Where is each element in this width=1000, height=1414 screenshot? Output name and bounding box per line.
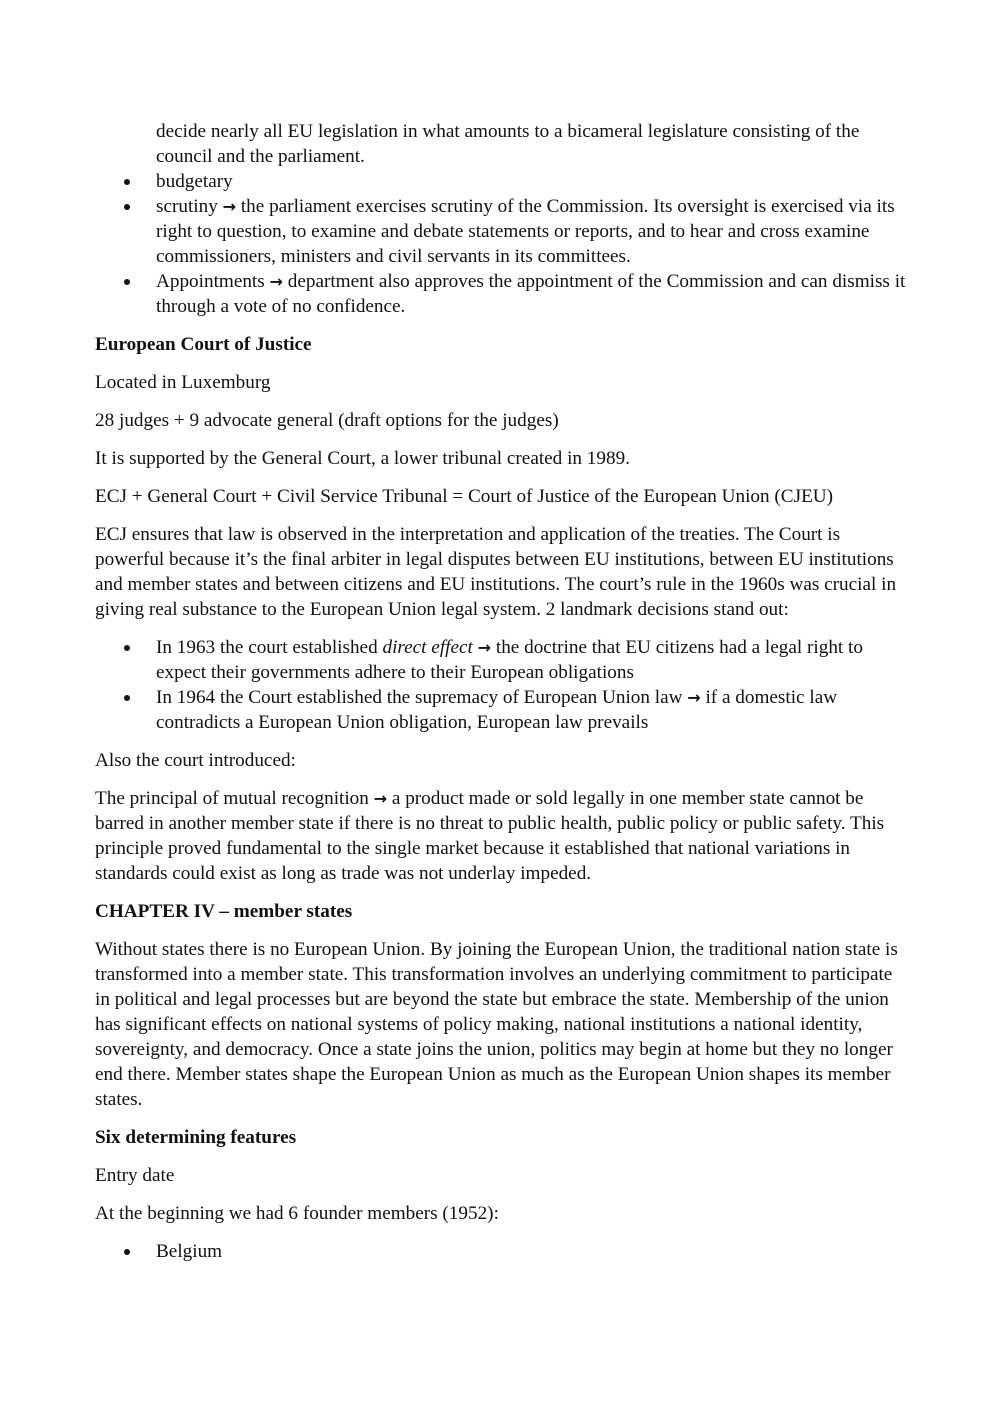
ecj-also-introduced: Also the court introduced: [95,750,296,771]
list-item-supremacy: In 1964 the Court established the supremacy of European Union law → if a domestic law contradicts a European Union obligation, European law prevails [95,685,907,735]
ecj-cjeu: ECJ + General Court + Civil Service Tribunal = Court of Justice of the European Union (CJEU) [95,486,834,507]
document-page [95,119,907,1277]
list-item-direct-effect: In 1963 the court established direct effect → the doctrine that EU citizens had a legal right to expect their governments adhere to their European obligations [95,635,907,685]
ecj-intro-paragraph: ECJ ensures that law is observed in the interpretation and application of the treaties. The Court is powerful because it’s the final arbiter in legal disputes between EU institutions, between EU institutions and member states and between citizens and EU institutions. The court’s rule in the 1960s was crucial in giving real substance to the European Union legal system. 2 landmark decisions stand out: [95,524,897,620]
list-item-continuation: decide nearly all EU legislation in what amounts to a bicameral legislature consisting of the council and the parliament. [156,121,860,167]
six-features-heading: Six determining features [95,1127,297,1148]
arrow-right-icon: → [269,272,283,291]
chapter-iv-paragraph: Without states there is no European Union. By joining the European Union, the traditional nation state is transformed into a member state. This transformation involves an underlying commitment to participate in political and legal processes but are beyond the state but embrace the state. Membership of the union has significant effects on national systems of policy making, national institutions a national identity, sovereignty, and democracy. Once a state joins the union, politics may begin at home but they no longer end there. Member states shape the European Union as much as the European Union shapes its member states. [95,939,898,1110]
arrow-right-icon: → [373,789,388,808]
ecj-judges: 28 judges + 9 advocate general (draft options for the judges) [95,410,559,431]
mutual-recognition-paragraph: The principal of mutual recognition → a product made or sold legally in one member state cannot be barred in another member state if there is no threat to public health, public policy or public safety. This principle proved fundamental to the single market because it established that national variations in standards could exist as long as trade was not underlay impeded. [95,788,885,884]
founders-list [95,1239,907,1264]
parliament-powers-list [95,119,907,319]
list-item-budgetary: budgetary [95,169,907,194]
arrow-right-icon: → [222,197,237,216]
list-item-founder: Belgium [95,1239,907,1264]
ecj-heading: European Court of Justice [95,334,312,355]
arrow-right-icon: → [687,688,701,707]
ecj-general-court: It is supported by the General Court, a lower tribunal created in 1989. [95,448,630,469]
founders-intro: At the beginning we had 6 founder members (1952): [95,1203,499,1224]
list-item-scrutiny: scrutiny → the parliament exercises scrutiny of the Commission. Its oversight is exercised via its right to question, to examine and debate statements or reports, and to hear and cross examine commissioners, ministers and civil servants in its committees. [95,194,907,269]
list-item-appointments: Appointments → department also approves the appointment of the Commission and can dismiss it through a vote of no confidence. [95,269,907,319]
ecj-location: Located in Luxemburg [95,372,271,393]
entry-date-label: Entry date [95,1165,175,1186]
chapter-iv-heading: CHAPTER IV – member states [95,901,353,922]
arrow-right-icon: → [477,638,492,657]
landmark-decisions-list [95,635,907,735]
